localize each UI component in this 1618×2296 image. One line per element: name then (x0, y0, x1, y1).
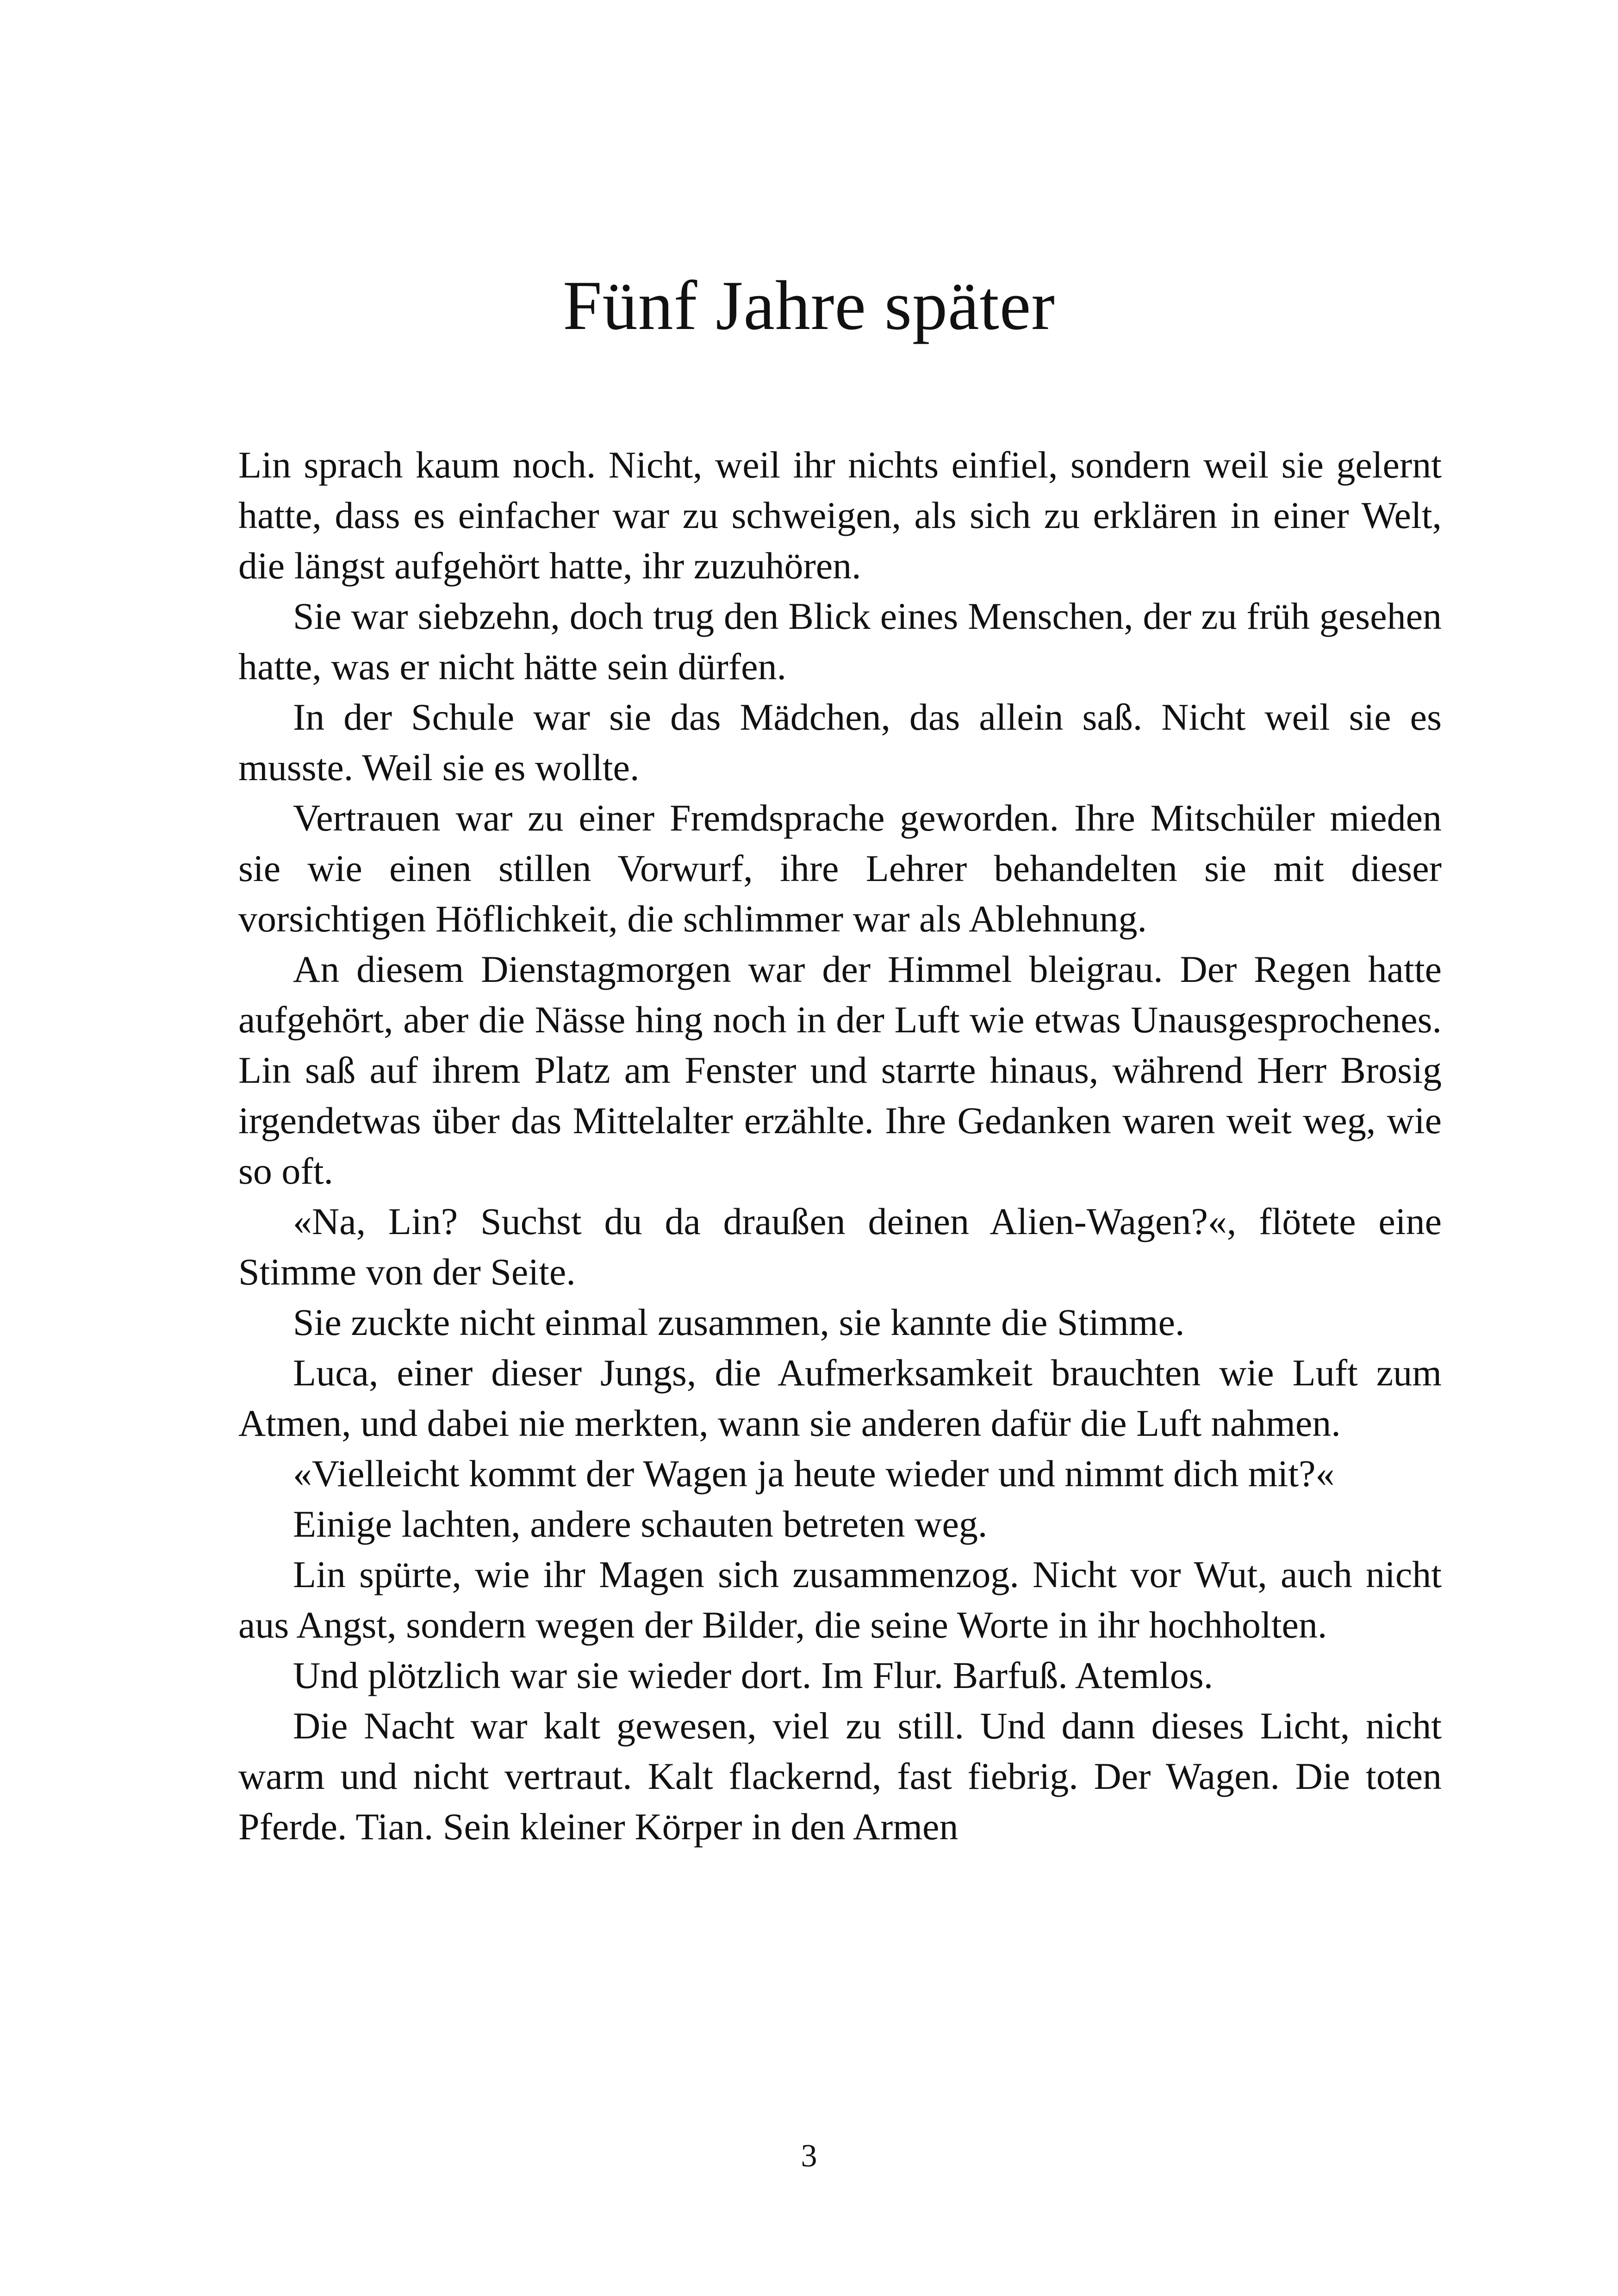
paragraph: Luca, einer dieser Jungs, die Aufmerksamkeit brauchten wie Luft zum Atmen, und dabei nie merkten, wann sie anderen dafür die Luft nahmen. (238, 1352, 1442, 1444)
paragraph: Lin sprach kaum noch. Nicht, weil ihr nichts einfiel, sondern weil sie gelernt hatte, dass es einfacher war zu schweigen, als sich zu erklären in einer Welt, die längst aufgehört hatte, ihr zuzuhören. (238, 444, 1442, 587)
paragraph: An diesem Dienstagmorgen war der Himmel bleigrau. Der Regen hatte aufgehört, aber die Nässe hing noch in der Luft wie etwas Unausgesprochenes. Lin saß auf ihrem Platz am Fenster und starrte hinaus, während Herr Brosig irgendetwas über das Mittelalter erzählte. Ihre Gedanken waren weit weg, wie so oft. (238, 948, 1442, 1192)
paragraph: Einige lachten, andere schauten betreten weg. (293, 1503, 988, 1545)
paragraph: Die Nacht war kalt gewesen, viel zu still. Und dann dieses Licht, nicht warm und nicht vertraut. Kalt flackernd, fast fiebrig. Der Wagen. Die toten Pferde. Tian. Sein kleiner Körper in den Armen (238, 1705, 1442, 1848)
paragraph: Und plötzlich war sie wieder dort. Im Flur. Barfuß. Atemlos. (293, 1654, 1214, 1696)
paragraph: «Vielleicht kommt der Wagen ja heute wieder und nimmt dich mit?« (293, 1452, 1335, 1495)
paragraph: Vertrauen war zu einer Fremdsprache geworden. Ihre Mitschüler mieden sie wie einen stillen Vorwurf, ihre Lehrer behandelten sie mit dieser vorsichtigen Höflichkeit, die schlimmer war als Ablehnung. (238, 797, 1442, 940)
paragraph: In der Schule war sie das Mädchen, das allein saß. Nicht weil sie es musste. Weil sie es wollte. (238, 696, 1442, 788)
paragraph: «Na, Lin? Suchst du da draußen deinen Alien-Wagen?«, flötete eine Stimme von der Seite. (238, 1200, 1442, 1293)
paragraph: Sie zuckte nicht einmal zusammen, sie kannte die Stimme. (293, 1301, 1185, 1343)
chapter-title: Fünf Jahre später (563, 267, 1055, 344)
paragraph: Sie war siebzehn, doch trug den Blick eines Menschen, der zu früh gesehen hatte, was er nicht hätte sein dürfen. (238, 595, 1442, 688)
page-number: 3 (801, 2138, 817, 2174)
paragraph: Lin spürte, wie ihr Magen sich zusammenzog. Nicht vor Wut, auch nicht aus Angst, sondern wegen der Bilder, die seine Worte in ihr hochholten. (238, 1553, 1442, 1646)
chapter-body (238, 440, 1442, 1852)
